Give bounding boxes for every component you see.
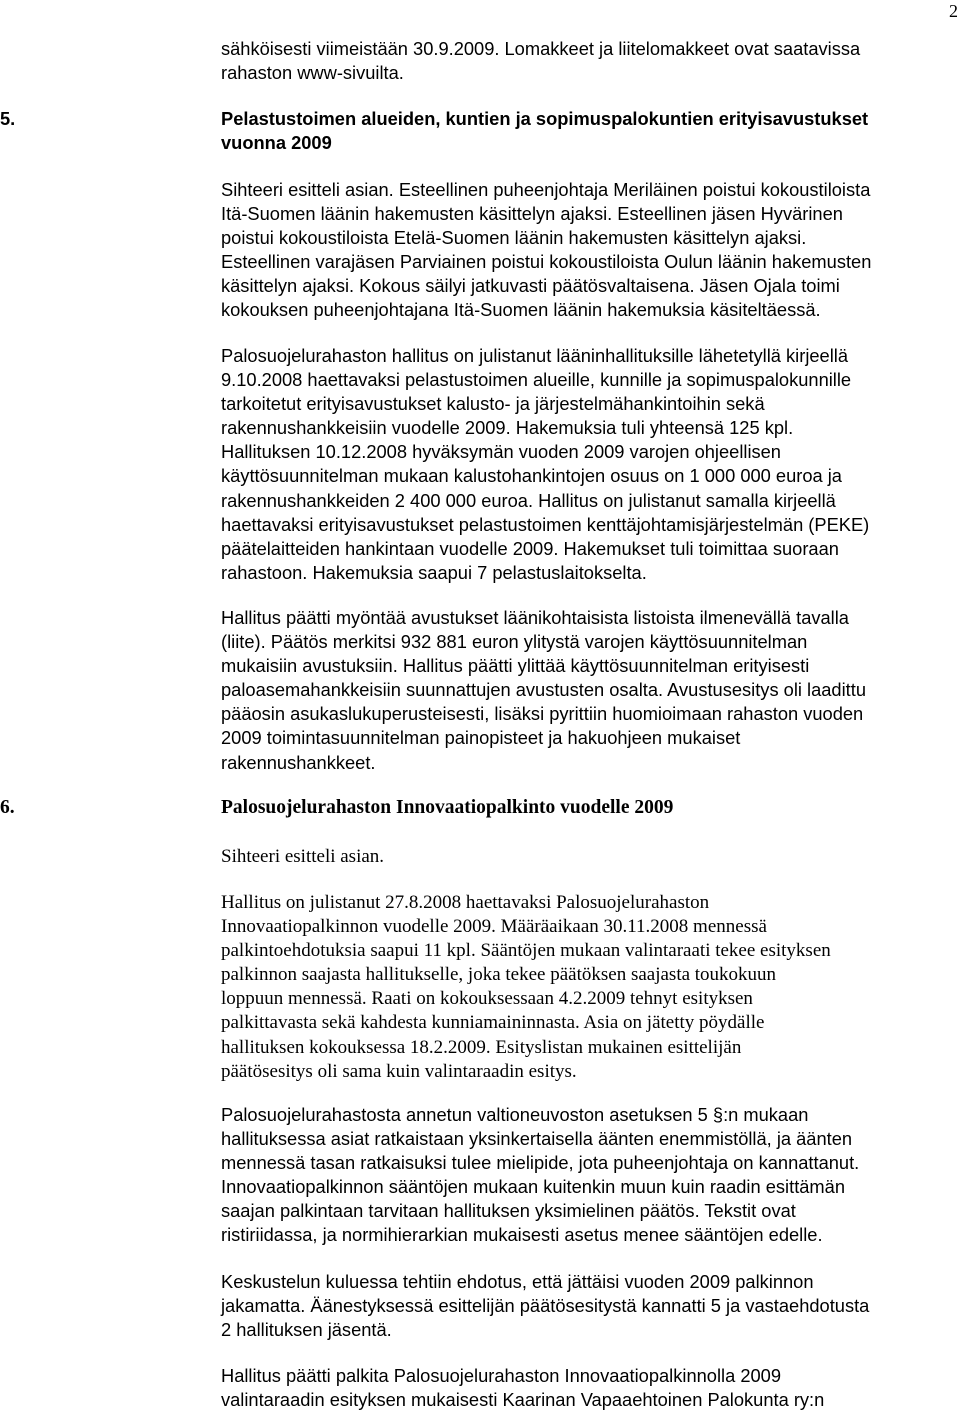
section-number-6: 6. [0, 797, 15, 818]
paragraph-innovation-call: Hallitus on julistanut 27.8.2008 haettavaksi Palosuojelurahaston Innovaatiopalkinnon vuodelle 2009. Määräaikaan 30.11.2008 mennessä palkintoehdotuksia saapui 11 kpl. Sääntöjen mukaan valintaraati tekee esityksen palkinnon saajasta hallitukselle, joka tekee päätöksen saajasta toukokuun loppuun mennessä. Raati on kokouksessaan 4.2.2009 tehnyt esityksen palkittavasta sekä kahdesta kunniamaininnasta. Asia on jätetty pöydälle hallituksen kokouksessa 18.2.2009. Esityslistan mukainen esittelijän päätösesitys oli sama kuin valintaraadin esitys. [221, 892, 831, 1082]
paragraph-award-decision: Hallitus päätti palkita Palosuojelurahaston Innovaatiopalkinnolla 2009 valintaraadin esityksen mukaisesti Kaarinan Vapaaehtoinen Palokunta ry:n [221, 1365, 825, 1411]
paragraph-regulation: Palosuojelurahastosta annetun valtioneuvoston asetuksen 5 §:n mukaan hallituksessa asiat ratkaistaan yksinkertaisella äänten enemmistöllä, ja äänten mennessä tasan ratkaisuksi tulee mielipide, jota puheenjohtaja on kannattanut. Innovaatiopalkinnon sääntöjen mukaan kuitenkin muun kuin raadin esittämän saajan palkintaan tarvitaan hallituksen yksimielinen päätös. Tekstit ovat ristiriidassa, ja normihierarkian mukaisesti asetus menee sääntöjen edelle. [221, 1104, 860, 1246]
section-title-5: Pelastustoimen alueiden, kuntien ja sopimuspalokuntien erityisavustukset vuonna 2009 [221, 108, 869, 154]
paragraph-presenter: Sihteeri esitteli asian. [221, 846, 385, 867]
section-number-5: 5. [0, 108, 16, 129]
paragraph-discussion: Keskustelun kuluessa tehtiin ehdotus, että jättäisi vuoden 2009 palkinnon jakamatta. Äänestyksessä esittelijän päätösesitystä kannatti 5 ja vastaehdotusta 2 hallituksen jäsentä. [221, 1271, 870, 1341]
paragraph-application-call: Palosuojelurahaston hallitus on julistanut lääninhallituksille lähetetyllä kirjeellä 9.10.2008 haettavaksi pelastustoimen alueille, kunnille ja sopimuspalokunnille tarkoitetut erityisavustukset kalusto- ja järjestelmähankintoihin sekä rakennushankkeisiin vuodelle 2009. Hakemuksia tuli yhteensä 125 kpl. Hallituksen 10.12.2008 hyväksymän vuoden 2009 varojen ohjeellisen käyttösuunnitelman mukaan kalustohankintojen osuus on 1 000 000 euroa ja rakennushankkeiden 2 400 000 euroa. Hallitus on julistanut samalla kirjeellä haettavaksi erityisavustukset pelastustoimen kenttäjohtamisjärjestelmän (PEKE) päätelaitteiden hankintaan vuodelle 2009. Hakemukset tuli toimittaa suoraan rahastoon. Hakemuksia saapui 7 pelastuslaitokselta. [221, 345, 870, 583]
paragraph-intro: sähköisesti viimeistään 30.9.2009. Lomakkeet ja liitelomakkeet ovat saatavissa rahaston www-sivuilta. [221, 38, 861, 84]
section-title-6: Palosuojelurahaston Innovaatiopalkinto vuodelle 2009 [221, 797, 674, 818]
paragraph-grant-decision: Hallitus päätti myöntää avustukset läänikohtaisista listoista ilmenevällä tavalla (liite). Päätös merkitsi 932 881 euron ylitystä varojen käyttösuunnitelman mukaisiin avustuksiin. Hallitus päätti ylittää käyttösuunnitelman erityisesti paloasemahankkeisiin suunnattujen avustusten osalta. Avustusesitys oli laadittu pääosin asukaslukuperusteisesti, lisäksi pyrittiin huomioimaan rahaston vuoden 2009 toimintasuunnitelman painopisteet ja hakuohjeen mukaiset rakennushankkeet. [221, 607, 866, 773]
page-number: 2 [949, 1, 958, 21]
paragraph-recusals: Sihteeri esitteli asian. Esteellinen puheenjohtaja Meriläinen poistui kokoustiloista Itä-Suomen läänin hakemusten käsittelyn ajaksi. Esteellinen jäsen Hyvärinen poistui kokoustiloista Etelä-Suomen läänin hakemusten käsittelyn ajaksi. Esteellinen varajäsen Parviainen poistui kokoustiloista Oulun läänin hakemusten käsittelyn ajaksi. Kokous säilyi jatkuvasti päätösvaltaisena. Jäsen Ojala toimi kokouksen puheenjohtajana Itä-Suomen läänin hakemuksia käsiteltäessä. [221, 179, 872, 321]
